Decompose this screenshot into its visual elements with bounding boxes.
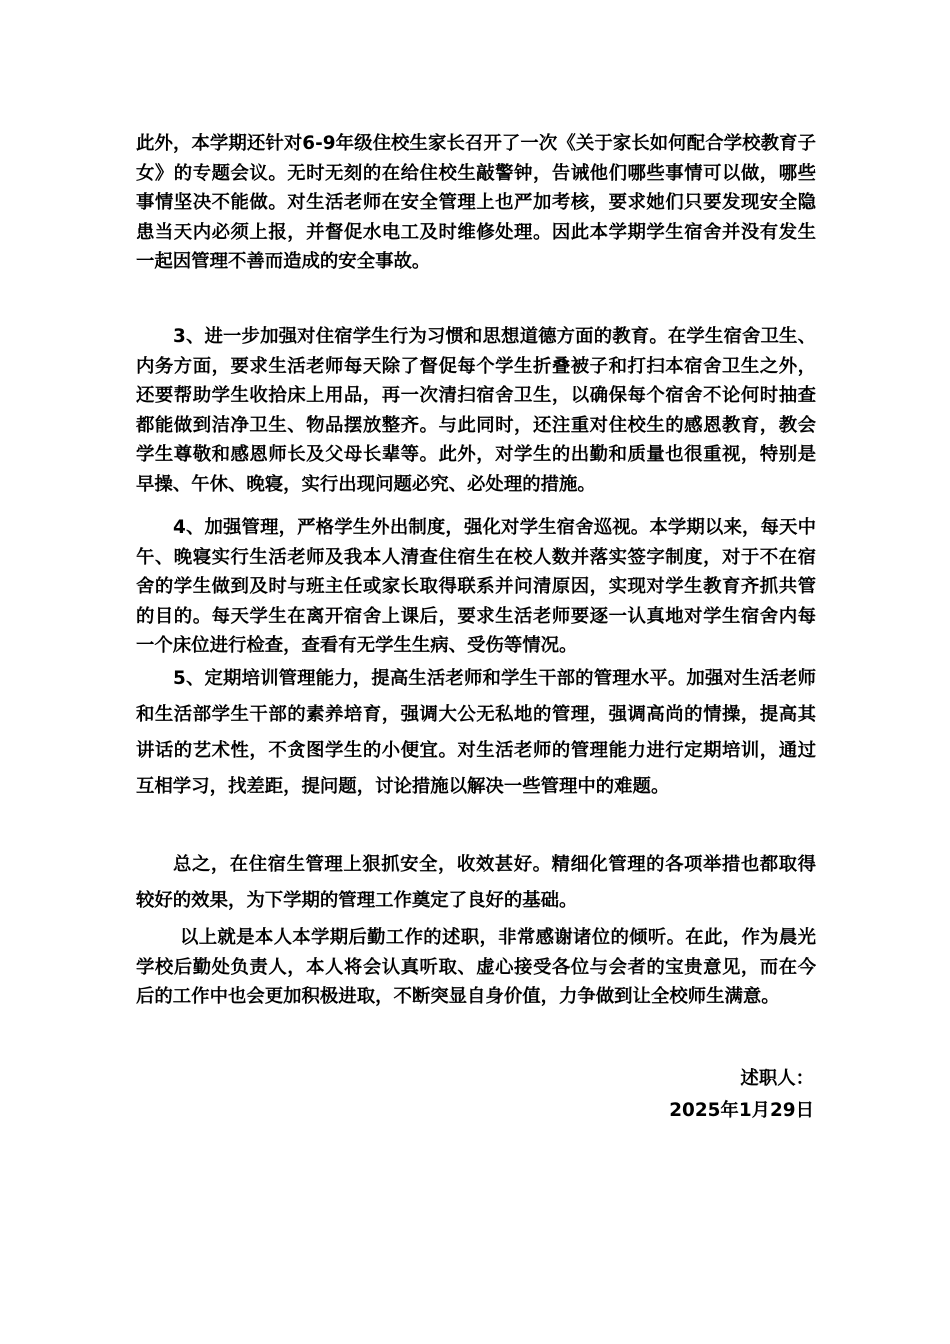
signature-date: 2025年1月29日 [669, 1100, 814, 1121]
signature-label: 述职人： [740, 1068, 814, 1089]
paragraph-item-4-dorm-inspection: 4、加强管理，严格学生外出制度，强化对学生宿舍巡视。本学期以来，每天中午、晚寝实行生活老师及我本人清查住宿生在校人数并落实签字制度，对于不在宿舍的学生做到及时与班主任或家长取得联系并问清原因，实现对学生教育齐抓共管的目的。每天学生在离开宿舍上课后，要求生活老师要逐一认真地对学生宿舍内每一个床位进行检查，查看有无学生生病、受伤等情况。 [136, 517, 816, 656]
paragraph-closing: 以上就是本人本学期后勤工作的述职，非常感谢诸位的倾听。在此，作为晨光学校后勤处负责人，本人将会认真听取、虚心接受各位与会者的宝贵意见，而在今后的工作中也会更加积极进取，不断突显自身价值，力争做到让全校师生满意。 [136, 927, 816, 1007]
paragraph-item-5-training: 5、定期培训管理能力，提高生活老师和学生干部的管理水平。加强对生活老师和生活部学生干部的素养培育，强调大公无私地的管理，强调高尚的情操，提高其讲话的艺术性，不贪图学生的小便宜。对生活老师的管理能力进行定期培训，通过互相学习，找差距，提问题，讨论措施以解决一些管理中的难题。 [136, 668, 816, 797]
paragraph-item-3-behavior-education: 3、进一步加强对住宿学生行为习惯和思想道德方面的教育。在学生宿舍卫生、内务方面，要求生活老师每天除了督促每个学生折叠被子和打扫本宿舍卫生之外，还要帮助学生收拾床上用品，再一次清扫宿舍卫生，以确保每个宿舍不论何时抽查都能做到洁净卫生、物品摆放整齐。与此同时，还注重对住校生的感恩教育，教会学生尊敬和感恩师长及父母长辈等。此外，对学生的出勤和质量也很重视，特别是早操、午休、晚寝，实行出现问题必究、必处理的措施。 [136, 326, 816, 495]
paragraph-parent-meeting: 此外，本学期还针对6-9年级住校生家长召开了一次《关于家长如何配合学校教育子女》的专题会议。无时无刻的在给住校生敲警钟，告诫他们哪些事情可以做，哪些事情坚决不能做。对生活老师在安全管理上也严加考核，要求她们只要发现安全隐患当天内必须上报，并督促水电工及时维修处理。因此本学期学生宿舍并没有发生一起因管理不善而造成的安全事故。 [136, 133, 816, 272]
paragraph-summary: 总之，在住宿生管理上狠抓安全，收效甚好。精细化管理的各项举措也都取得较好的效果，为下学期的管理工作奠定了良好的基础。 [136, 854, 816, 911]
